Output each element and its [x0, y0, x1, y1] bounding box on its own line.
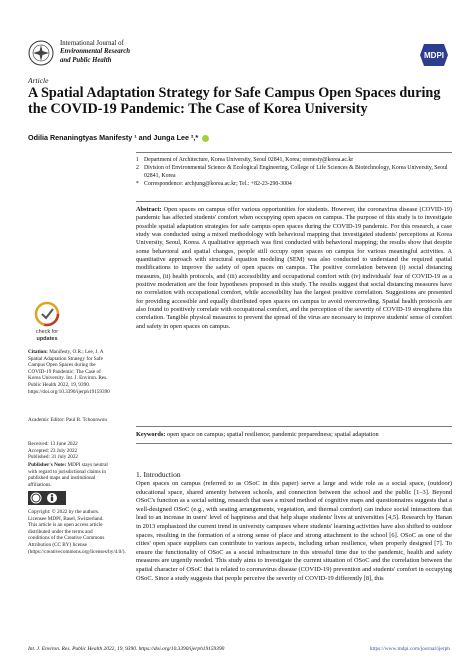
- received-date: Received: 13 June 2022: [28, 441, 78, 447]
- copyright-block: [28, 509, 126, 555]
- footer-citation[interactable]: Int. J. Environ. Res. Public Health 2022, 19, 9390. https://doi.org/10.3390/ijerph19159390: [28, 646, 225, 652]
- cc-by-license-icon[interactable]: [28, 491, 66, 505]
- mdpi-logo-icon: [418, 42, 450, 68]
- paper-title: A Spatial Adaptation Strategy for Safe Campus Open Spaces during the COVID-19 Pandemic: The Case of Korea University: [28, 85, 441, 117]
- author-list: [28, 133, 448, 142]
- copyright-text: Copyright: © 2022 by the authors. Licensee MDPI, Basel, Switzerland. This article is an open access article distributed under the terms and conditions of the Creative Commons Attribution (CC BY) license (https://creativecommons.org/licenses/by/4.0/).: [28, 509, 126, 555]
- authors-text: Odilia Renaningtyas Manifesty ¹ and Junga Lee ²,*: [28, 133, 199, 142]
- article-type: Article: [28, 76, 49, 85]
- affiliation-item: [136, 181, 452, 189]
- check-updates-line1: check for: [35, 329, 59, 335]
- editor-label: Academic Editor:: [28, 417, 65, 423]
- publisher-name: MDPI: [424, 51, 444, 60]
- citation-label: Citation:: [28, 349, 48, 355]
- dates-block: [28, 441, 110, 461]
- affiliation-text: Department of Architecture, Korea University, Seoul 02841, Korea; orenesty@korea.ac.kr: [144, 157, 354, 163]
- journal-name-line3: and Public Health: [60, 56, 112, 64]
- divider: [136, 443, 452, 444]
- journal-name-line1: International Journal of: [60, 40, 124, 47]
- journal-name-line2: Environmental Research: [60, 48, 131, 56]
- citation-text[interactable]: Manifesty, O.R.; Lee, J. A Spatial Adaptation Strategy for Safe Campus Open Spaces during the COVID-19 Pandemic: The Case of Korea University. Int. J. Environ. Res. Public Health 2022, 19, 9390. https://doi.org/10.3390/ijerph19159390: [28, 349, 110, 395]
- publisher-note: [28, 462, 110, 488]
- publisher-note-label: Publisher's Note:: [28, 462, 67, 468]
- check-for-updates-icon[interactable]: [28, 300, 66, 344]
- affiliation-item: [136, 157, 452, 165]
- introduction-text: Open spaces on campus (referred to as OSoC in this paper) serve a large and wide role as a social space, (outdoor) educational space, shared amenity between schools, and connection between the school and the public [1–3]. Beyond OSoC's function as a social setting, research that uses a mixed method of cognitive maps and questionnaires suggests that a well-designed OSoC (e.g., with seating arrangements, vegetation, and thermal comfort) can induce social interactions that lead to an increase in users' level of happiness and that help shape students' lives at universities [4,5]. Research by Hanan in 2013 emphasized the current trend in university campuses where students' learning activities have also shifted to outdoor spaces, resulting in the formation of a strong sense of place and strong attachment to the school [6]. OSoC as one of the cities' open space suppliers can contribute to various aspects, including urban resilience, when properly designed [7]. To ensure the functionality of OSoC as a social infrastructure in this stressful time due to the pandemic, health and safety measures are urgently needed. This study aims to investigate the current situation of OSoC and the correlation between the spatial character of OSoC that is related to coronavirus disease (COVID-19) prevention and students' comfort in occupying OSoC. Since a study suggests that people perceive the severity of COVID-19 differently [8], this: [136, 480, 452, 582]
- divider: [136, 426, 452, 427]
- affiliation-number: 1: [136, 157, 139, 163]
- affiliation-item: [136, 165, 452, 181]
- orcid-icon[interactable]: [202, 135, 209, 142]
- check-updates-line2: updates: [36, 336, 58, 342]
- footer-journal-link[interactable]: https://www.mdpi.com/journal/ijerph: [369, 646, 450, 652]
- keywords-label: Keywords:: [136, 431, 166, 438]
- abstract-label: Abstract:: [136, 206, 162, 213]
- divider: [136, 201, 452, 202]
- affiliation-text: Correspondence: archjung@korea.ac.kr; Tel.: +82-23-290-3004: [144, 180, 292, 187]
- affiliation-number: *: [136, 180, 139, 187]
- abstract-text: Open spaces on campus offer various opportunities for students. However, the coronavirus disease (COVID-19) pandemic has affected students' comfort when occupying open spaces on campus. The purpose of this study is to investigate possible spatial adaptation strategies for safe campus open spaces during the COVID-19 pandemic. For this research, a case study was conducted using a mixed methodology with behavioral mapping that investigated students' perceptions at Korea University, Seoul, Korea. A qualitative approach was first conducted with behavioral mapping; the results show that despite some behavioral and spatial changes, people still occupy open spaces on campus for various meaningful activities. A quantitative approach with structural equation modeling (SEM) was also conducted to understand the required spatial modifications to improve the safety of open spaces on campus. The positive correlation between (i) social distancing measures, (ii) health protocols, and (iii) accessibility and occupational comfort with (iv) individuals' fear of COVID-19 as a positive moderation are the four hypotheses proposed in this study. The results suggest that social distancing measures have no correlation with occupational comfort, while accessibility has the largest positive correlation. Suggestions are presented for providing accessible and equally distributed open spaces on campus to avoid overcrowding. Spatial health protocols are also found to positively correlate with occupational comfort, and the perception of the severity of COVID-19 strengthens this correlation. Tangible physical measures to prevent the spread of the virus are necessary to improve students' sense of comfort and safety in open spaces on campus.: [136, 206, 453, 330]
- keywords: [136, 431, 452, 439]
- affiliations: [136, 157, 452, 189]
- editor-name: Paul B. Tchounwou: [66, 417, 107, 423]
- citation-block: [28, 349, 110, 395]
- editor-block: [28, 417, 110, 424]
- journal-name: [60, 40, 260, 65]
- section-heading: 1. Introduction: [136, 470, 181, 479]
- affiliation-text: Division of Environmental Science & Ecological Engineering, College of Life Sciences & Biotechnology, Korea University, Seoul 02841, Korea: [144, 164, 448, 179]
- accepted-date: Accepted: 23 July 2022: [28, 447, 78, 454]
- divider: [136, 152, 452, 153]
- keywords-text: open space on campus; spatial resilience; pandemic preparedness; spatial adaptation: [166, 431, 379, 438]
- journal-logo-icon: [28, 40, 54, 66]
- publisher-note-text: MDPI stays neutral with regard to jurisdictional claims in published maps and institutional affiliations.: [28, 462, 108, 488]
- affiliation-number: 2: [136, 164, 139, 171]
- abstract: [136, 206, 452, 331]
- published-date: Published: 31 July 2022: [28, 454, 79, 461]
